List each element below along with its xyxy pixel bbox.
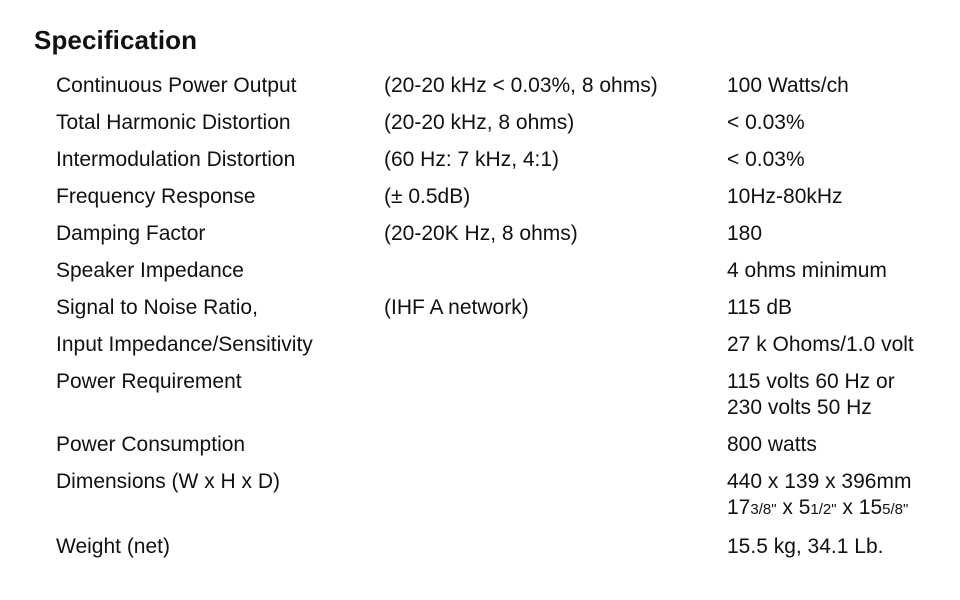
spec-value-line: 115 dB	[727, 296, 792, 319]
dimension-whole: 17	[727, 496, 751, 519]
spec-value-line: 115 volts 60 Hz or	[727, 370, 895, 393]
spec-row	[56, 427, 946, 464]
dimension-separator: x	[836, 496, 859, 519]
spec-value	[727, 73, 946, 99]
spec-condition: (20-20 kHz, 8 ohms)	[384, 111, 575, 134]
dimension-whole: 5	[798, 496, 811, 519]
spec-row	[56, 179, 946, 216]
spec-value-line: 180	[727, 222, 763, 245]
spec-value-line: 100 Watts/ch	[727, 74, 849, 97]
page-title: Specification	[34, 25, 198, 55]
spec-name: Frequency Response	[56, 185, 256, 208]
spec-value-line: < 0.03%	[727, 111, 805, 134]
spec-value	[727, 147, 946, 173]
spec-condition: (± 0.5dB)	[384, 185, 471, 208]
spec-row	[56, 142, 946, 179]
spec-value	[727, 534, 946, 560]
dimension-fraction: 5/8"	[882, 501, 909, 518]
spec-name: Power Consumption	[56, 433, 246, 456]
spec-value	[727, 110, 946, 136]
spec-value-imperial	[727, 495, 946, 523]
spec-row	[56, 105, 946, 142]
dimension-fraction: 3/8"	[750, 501, 777, 518]
spec-name: Total Harmonic Distortion	[56, 111, 291, 134]
spec-value	[727, 432, 946, 458]
spec-value-line: 27 k Ohoms/1.0 volt	[727, 333, 914, 356]
spec-row	[56, 290, 946, 327]
spec-row	[56, 464, 946, 529]
spec-name: Damping Factor	[56, 222, 206, 245]
spec-value	[727, 221, 946, 247]
spec-name: Weight (net)	[56, 535, 170, 558]
spec-name: Input Impedance/Sensitivity	[56, 333, 313, 356]
dimension-fraction: 1/2"	[810, 501, 837, 518]
spec-name: Power Requirement	[56, 370, 242, 393]
spec-row	[56, 216, 946, 253]
spec-name: Continuous Power Output	[56, 74, 297, 97]
spec-value-line: 440 x 139 x 396mm	[727, 470, 912, 493]
spec-name: Dimensions (W x H x D)	[56, 470, 281, 493]
spec-name: Speaker Impedance	[56, 259, 244, 282]
spec-condition: (60 Hz: 7 kHz, 4:1)	[384, 148, 560, 171]
spec-row	[56, 529, 946, 566]
spec-value-line: 10Hz-80kHz	[727, 185, 843, 208]
spec-value	[727, 469, 946, 523]
spec-row	[56, 253, 946, 290]
spec-table	[56, 68, 946, 566]
spec-condition: (20-20K Hz, 8 ohms)	[384, 222, 578, 245]
spec-value-line: 4 ohms minimum	[727, 259, 887, 282]
dimension-separator: x	[776, 496, 799, 519]
spec-condition: (20-20 kHz < 0.03%, 8 ohms)	[384, 74, 658, 97]
spec-value	[727, 295, 946, 321]
spec-value-line: 15.5 kg, 34.1 Lb.	[727, 535, 884, 558]
spec-value-line: < 0.03%	[727, 148, 805, 171]
spec-value	[727, 184, 946, 210]
spec-row	[56, 327, 946, 364]
spec-name: Intermodulation Distortion	[56, 148, 296, 171]
spec-name: Signal to Noise Ratio,	[56, 296, 258, 319]
spec-value	[727, 369, 946, 421]
spec-value	[727, 332, 946, 358]
spec-value-line: 230 volts 50 Hz	[727, 396, 872, 419]
spec-row	[56, 68, 946, 105]
spec-condition: (IHF A network)	[384, 296, 529, 319]
spec-value-line: 800 watts	[727, 433, 817, 456]
dimension-whole: 15	[858, 496, 883, 519]
spec-value	[727, 258, 946, 284]
spec-row	[56, 364, 946, 427]
